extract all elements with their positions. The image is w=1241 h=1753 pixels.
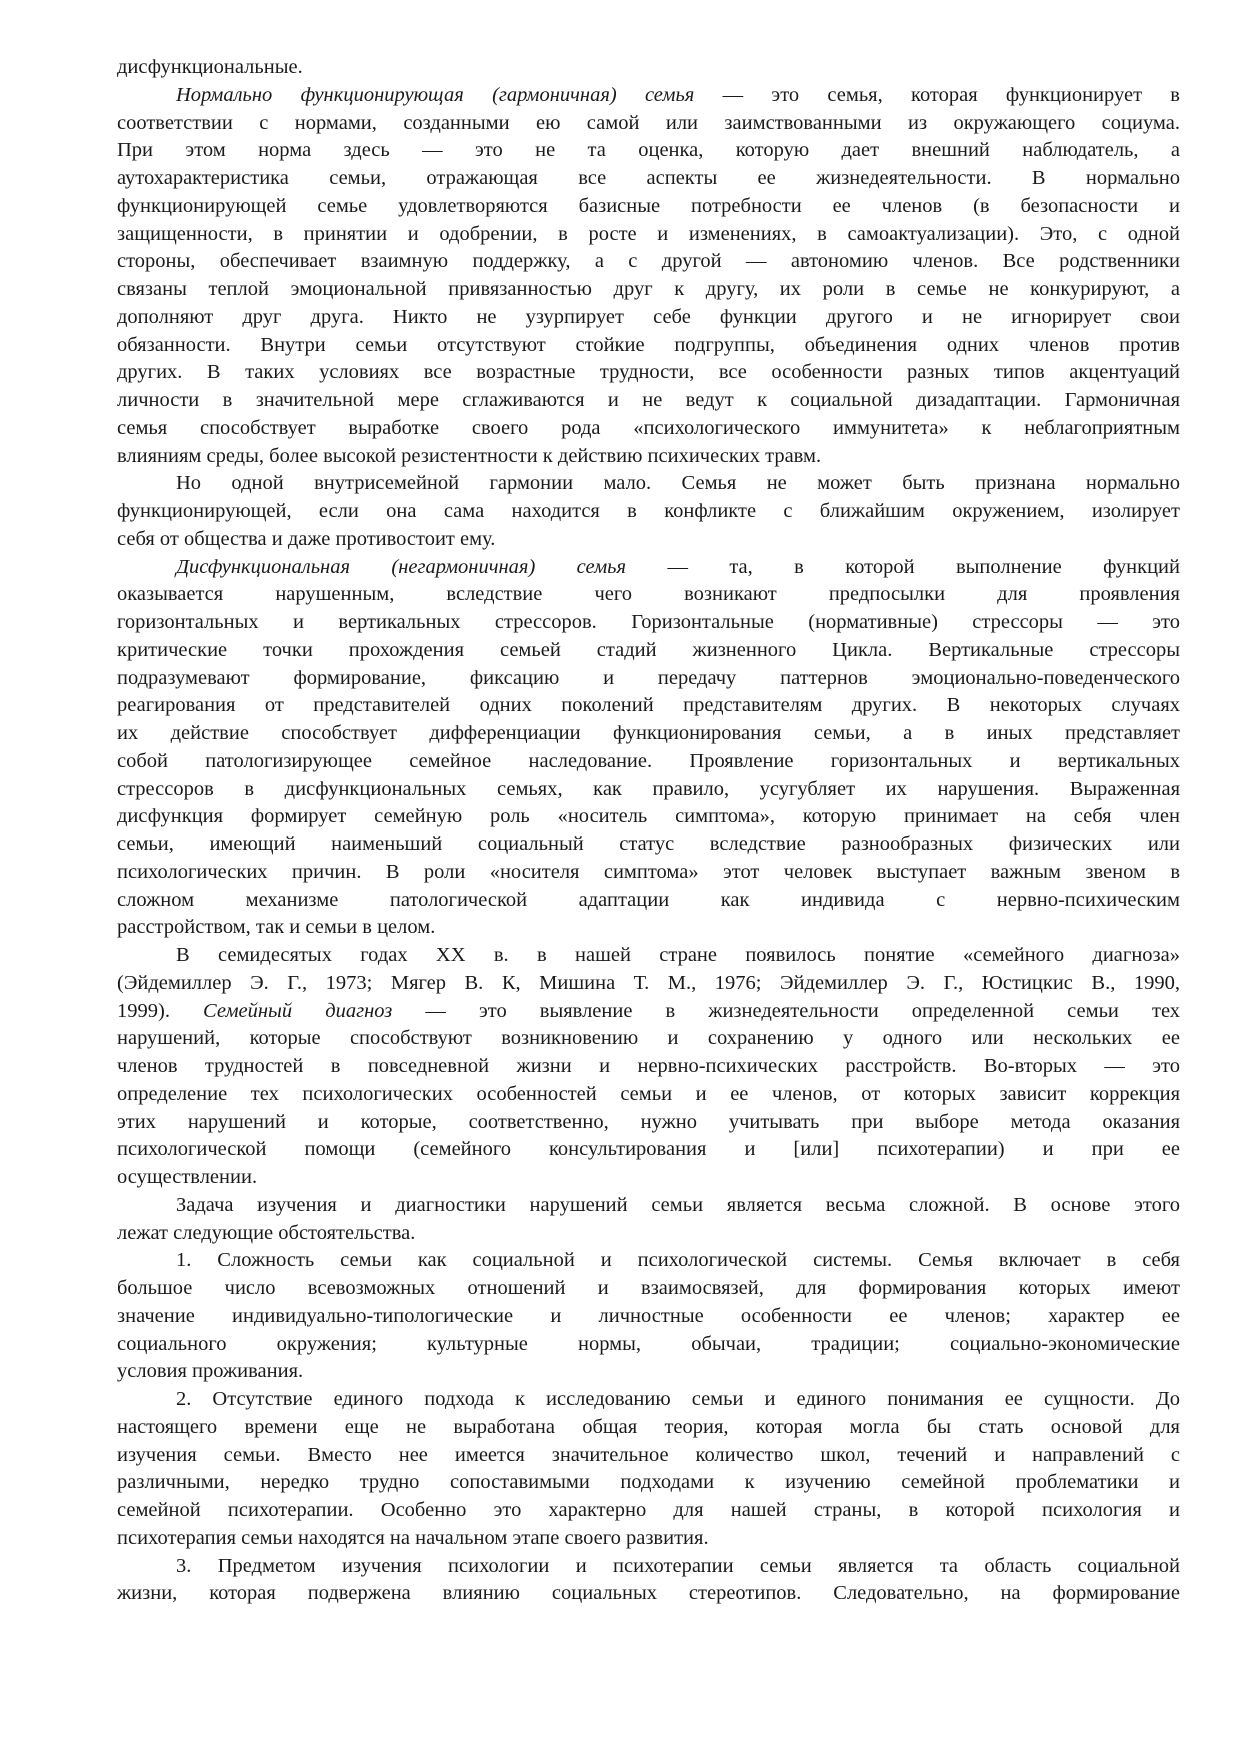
text-line [117, 82, 1180, 110]
text-line [117, 748, 1180, 776]
line-text: осуществлении. [117, 1166, 258, 1188]
text-line [117, 665, 1180, 693]
line-text: — это выявление в жизнедеятельности определенной семьи тех [392, 999, 1180, 1022]
line-text: собой патологизирующее семейное наследование. Проявление горизонтальных и вертикальных [117, 749, 1180, 772]
paragraph [117, 1386, 1180, 1553]
text-line [117, 692, 1180, 720]
text-line [117, 1358, 1180, 1386]
text-line [117, 803, 1180, 831]
text-line [117, 1247, 1180, 1275]
text-line [117, 498, 1180, 526]
text-line [117, 887, 1180, 915]
text-line [117, 998, 1180, 1026]
text-line [117, 1303, 1180, 1331]
italic-term: Семейный диагноз [203, 999, 393, 1022]
line-text: стороны, обеспечивает взаимную поддержку, а с другой — автономию членов. Все родственники [117, 250, 1180, 273]
text-line [117, 193, 1180, 221]
line-text: членов трудностей в повседневной жизни и нервно-психических расстройств. Во-вторых — это [117, 1055, 1180, 1077]
line-text: настоящего времени еще не выработана общая теория, которая могла бы стать основой для [117, 1415, 1180, 1438]
line-text: функционирующей семье удовлетворяются базисные потребности ее членов (в безопасности и [117, 194, 1180, 217]
text-line [117, 720, 1180, 748]
line-text: реагирования от представителей одних поколений представителям других. В некоторых случаях [117, 694, 1180, 717]
text-line [117, 304, 1180, 332]
line-text: нарушений, которые способствуют возникновению и сохранению у одного или нескольких ее [117, 1027, 1180, 1050]
text-line [117, 137, 1180, 165]
paragraph [117, 942, 1180, 1192]
line-text: условия проживания. [117, 1360, 304, 1383]
text-line [117, 1553, 1180, 1581]
line-text: — это семья, которая функционирует в [694, 83, 1180, 106]
text-line [117, 1053, 1180, 1081]
line-text: связаны теплой эмоциональной привязанностью друг к другу, их роли в семье не конкурируют, а [117, 278, 1180, 300]
text-line [117, 1414, 1180, 1442]
line-text: дисфункция формирует семейную роль «носитель симптома», которую принимает на себя член [117, 805, 1180, 828]
text-line [117, 1136, 1180, 1164]
line-text: 1. Сложность семьи как социальной и психологической системы. Семья включает в себя [176, 1249, 1180, 1272]
text-line [117, 470, 1180, 498]
line-text: критические точки прохождения семьей стадий жизненного Цикла. Вертикальные стрессоры [117, 638, 1180, 661]
text-line [117, 165, 1180, 193]
line-text: соответствии с нормами, созданными ею самой или заимствованными из окружающего социума. [117, 111, 1180, 134]
text-line [117, 581, 1180, 609]
line-text: В семидесятых годах XX в. в нашей стране появилось понятие «семейного диагноза» [176, 944, 1180, 966]
text-line [117, 609, 1180, 637]
line-text: их действие способствует дифференциации функционирования семьи, а в иных представляет [117, 722, 1180, 744]
text-line [117, 221, 1180, 249]
text-line [117, 526, 1180, 554]
text-line [117, 1331, 1180, 1359]
text-line [117, 637, 1180, 665]
text-line [117, 859, 1180, 887]
line-text: Задача изучения и диагностики нарушений семьи является весьма сложной. В основе этого [176, 1193, 1180, 1216]
line-text: семья способствует выработке своего рода «психологического иммунитета» к неблагоприятным [117, 416, 1180, 439]
line-text: психотерапия семьи находятся на начальном этапе своего развития. [117, 1526, 709, 1549]
paragraph [117, 470, 1180, 553]
text-line [117, 1580, 1180, 1608]
text-line [117, 1497, 1180, 1525]
line-text: других. В таких условиях все возрастные трудности, все особенности разных типов акцентуаций [117, 361, 1180, 384]
line-text: изучения семьи. Вместо нее имеется значительное количество школ, течений и направлений с [117, 1443, 1180, 1466]
line-text: значение индивидуально-типологические и личностные особенности ее членов; характер ее [117, 1304, 1180, 1327]
text-line [117, 110, 1180, 138]
text-line [117, 914, 1180, 942]
line-text: психологических причин. В роли «носителя симптома» этот человек выступает важным звеном в [117, 860, 1180, 883]
text-line [117, 1192, 1180, 1220]
paragraph [117, 554, 1180, 943]
line-text: дополняют друг друга. Никто не узурпирует себе функции другого и не игнорирует свои [117, 305, 1180, 328]
text-line [117, 332, 1180, 360]
italic-term: Нормально функционирующая (гармоничная) семья [176, 83, 695, 106]
line-text: 3. Предметом изучения психологии и психотерапии семьи является та область социальной [176, 1554, 1180, 1577]
text-line [117, 387, 1180, 415]
line-text: (Эйдемиллер Э. Г., 1973; Мягер В. К, Мишина Т. М., 1976; Эйдемиллер Э. Г., Юстицкис В., 1990, [117, 971, 1180, 994]
paragraph [117, 82, 1180, 471]
line-prefix: 1999). [117, 999, 204, 1022]
line-text: семейной психотерапии. Особенно это характерно для нашей страны, в которой психология и [117, 1499, 1180, 1521]
line-text: обязанности. Внутри семьи отсутствуют стойкие подгруппы, объединения одних членов против [117, 333, 1180, 356]
text-line [117, 54, 1180, 82]
line-text: расстройством, так и семьи в целом. [117, 916, 436, 939]
line-text: подразумевают формирование, фиксацию и передачу паттернов эмоционально-поведенческого [117, 666, 1180, 689]
text-line [117, 554, 1180, 582]
paragraph [117, 54, 1180, 82]
line-text: дисфункциональные. [117, 56, 303, 78]
text-line [117, 1469, 1180, 1497]
text-line [117, 970, 1180, 998]
paragraph [117, 1192, 1180, 1248]
line-text: личности в значительной мере сглаживаются и не ведут к социальной дизадаптации. Гармоничная [117, 389, 1180, 411]
line-text: аутохарактеристика семьи, отражающая все аспекты ее жизнедеятельности. В нормально [117, 167, 1180, 189]
text-line [117, 1275, 1180, 1303]
text-line [117, 415, 1180, 443]
line-text: 2. Отсутствие единого подхода к исследованию семьи и единого понимания ее сущности. До [176, 1388, 1180, 1410]
text-line [117, 1164, 1180, 1192]
line-text: сложном механизме патологической адаптации как индивида с нервно-психическим [117, 888, 1180, 911]
line-text: защищенности, в принятии и одобрении, в росте и изменениях, в самоактуализации). Это, с одной [117, 222, 1180, 245]
line-text: этих нарушений и которые, соответственно, нужно учитывать при выборе метода оказания [117, 1110, 1180, 1133]
line-text: оказывается нарушенным, вследствие чего возникают предпосылки для проявления [117, 583, 1180, 606]
text-line [117, 1220, 1180, 1248]
line-text: Но одной внутрисемейной гармонии мало. Семья не может быть признана нормально [176, 472, 1180, 495]
line-text: функционирующей, если она сама находится в конфликте с ближайшим окружением, изолирует [117, 500, 1180, 522]
line-text: При этом норма здесь — это не та оценка, которую дает внешний наблюдатель, а [117, 139, 1180, 162]
text-line [117, 276, 1180, 304]
line-text: себя от общества и даже противостоит ему. [117, 527, 496, 550]
line-text: социального окружения; культурные нормы, обычаи, традиции; социально-экономические [117, 1332, 1180, 1355]
line-text: лежат следующие обстоятельства. [117, 1221, 416, 1244]
paragraph [117, 1553, 1180, 1609]
line-text: различными, нередко трудно сопоставимыми подходами к изучению семейной проблематики и [117, 1471, 1180, 1494]
line-text: стрессоров в дисфункциональных семьях, как правило, усугубляет их нарушения. Выраженная [117, 777, 1180, 800]
line-text: горизонтальных и вертикальных стрессоров. Горизонтальные (нормативные) стрессоры — это [117, 611, 1180, 633]
line-text: большое число всевозможных отношений и взаимосвязей, для формирования которых имеют [117, 1277, 1180, 1299]
line-text: влияниям среды, более высокой резистентности к действию психических травм. [117, 444, 822, 467]
line-text: — та, в которой выполнение функций [626, 555, 1180, 578]
line-text: семьи, имеющий наименьший социальный статус вследствие разнообразных физических или [117, 833, 1180, 855]
text-line [117, 1442, 1180, 1470]
line-text: жизни, которая подвержена влиянию социальных стереотипов. Следовательно, на формирование [117, 1582, 1180, 1605]
text-line [117, 1081, 1180, 1109]
text-line [117, 248, 1180, 276]
text-line [117, 443, 1180, 471]
text-line [117, 942, 1180, 970]
line-text: определение тех психологических особенностей семьи и ее членов, от которых зависит коррекция [117, 1082, 1180, 1105]
text-line [117, 1025, 1180, 1053]
paragraph [117, 1247, 1180, 1386]
document-page [117, 54, 1180, 1608]
text-line [117, 359, 1180, 387]
text-line [117, 776, 1180, 804]
text-line [117, 831, 1180, 859]
text-line [117, 1525, 1180, 1553]
text-line [117, 1109, 1180, 1137]
italic-term: Дисфункциональная (негармоничная) семья [176, 555, 627, 578]
line-text: психологической помощи (семейного консультирования и [или] психотерапии) и при ее [117, 1138, 1180, 1161]
text-line [117, 1386, 1180, 1414]
